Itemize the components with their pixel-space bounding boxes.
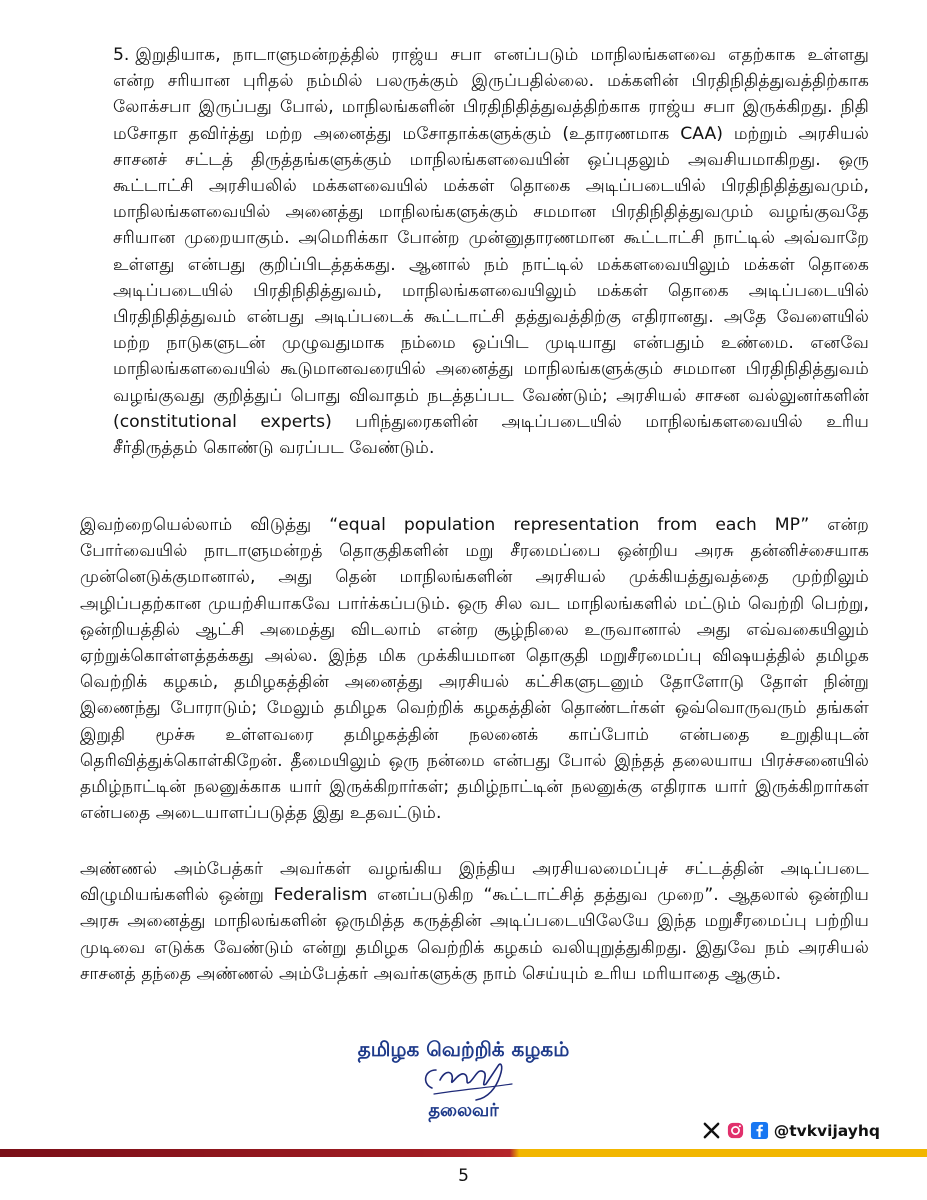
footer-color-band bbox=[0, 1149, 927, 1157]
signature-image bbox=[414, 1058, 524, 1104]
paragraph-5-text: இறுதியாக, நாடாளுமன்றத்தில் ராஜ்ய சபா எனப்படும் மாநிலங்களவை எதற்காக உள்ளது என்ற சரியான புரிதல் நம்மில் பலருக்கும் இருப்பதில்லை. மக்களின் பிரதிநிதித்துவத்திற்காக லோக்சபா இருப்பது போல், மாநிலங்களின் பிரதிநிதித்துவத்திற்காக ராஜ்ய சபா இருக்கிறது. நிதி மசோதா தவிர்த்து மற்ற அனைத்து மசோதாக்களுக்கும் (உதாரணமாக CAA) மற்றும் அரசியல் சாசனச் சட்டத் திருத்தங்களுக்கும் மாநிலங்களவையின் ஒப்புதலும் அவசியமாகிறது. ஒரு கூட்டாட்சி அரசியலில் மக்களவையில் மக்கள் தொகை அடிப்படையில் பிரதிநிதித்துவமும், மாநிலங்களவையில் அனைத்து மாநிலங்களுக்கும் சமமான பிரதிநிதித்துவமும் வழங்குவதே சரியான முறையாகும். அமெரிக்கா போன்ற முன்னுதாரணமான கூட்டாட்சி நாட்டில் அவ்வாறே உள்ளது என்பது குறிப்பிடத்தக்கது. ஆனால் நம் நாட்டில் மக்களவையிலும் மக்கள் தொகை அடிப்படையில் பிரதிநிதித்துவம், மாநிலங்களவையிலும் மக்கள் தொகை அடிப்படையில் பிரதிநிதித்துவம் என்பது அடிப்படைக் கூட்டாட்சி தத்துவத்திற்கு எதிரானது. அதே வேளையில் மற்ற நாடுகளுடன் முழுவதுமாக நம்மை ஒப்பிட முடியாது என்பதும் உண்மை. எனவே மாநிலங்களவையில் கூடுமானவரையில் அனைத்து மாநிலங்களுக்கும் சமமான பிரதிநிதித்துவம் வழங்குவது குறித்துப் பொது விவாதம் நடத்தப்பட வேண்டும்; அரசியல் சாசன வல்லுனர்களின் (constitutional experts) பரிந்துரைகளின் அடிப்படையில் மாநிலங்களவையில் உரிய சீர்திருத்தம் கொண்டு வரப்பட வேண்டும். bbox=[113, 45, 870, 459]
social-handle[interactable]: @tvkvijayhq bbox=[773, 1121, 880, 1140]
facebook-icon[interactable] bbox=[750, 1121, 769, 1140]
paragraph-body-2: இவற்றையெல்லாம் விடுத்து “equal population representation from each MP” என்ற போர்வையில் நாடாளுமன்றத் தொகுதிகளின் மறு சீரமைப்பை ஒன்றிய அரசு தன்னிச்சையாக முன்னெடுக்குமானால், அது தென் மாநிலங்களின் அரசியல் முக்கியத்துவத்தை முற்றிலும் அழிப்பதற்கான முயற்சியாகவே பார்க்கப்படும். ஒரு சில வட மாநிலங்களில் மட்டும் வெற்றி பெற்று, ஒன்றியத்தில் ஆட்சி அமைத்து விடலாம் என்ற சூழ்நிலை உருவானால் அது எவ்வகையிலும் ஏற்றுக்கொள்ளத்தக்கது அல்ல. இந்த மிக முக்கியமான தொகுதி மறுசீரமைப்பு விஷயத்தில் தமிழக வெற்றிக் கழகம், தமிழகத்தின் அனைத்து அரசியல் கட்சிகளுடனும் தோளோடு தோள் நின்று இணைந்து போராடும்; மேலும் தமிழக வெற்றிக் கழகத்தின் தொண்டர்கள் ஒவ்வொருவரும் தங்கள் இறுதி மூச்சு உள்ளவரை தமிழகத்தின் நலனைக் காப்போம் என்பதை உறுதியுடன் தெரிவித்துக்கொள்கிறேன். தீமையிலும் ஒரு நன்மை என்பது போல் இந்தத் தலையாய பிரச்சனையில் தமிழ்நாட்டின் நலனுக்காக யார் இருக்கிறார்கள்; தமிழ்நாட்டின் நலனுக்கு எதிராக யார் இருக்கிறார்கள் என்பதை அடையாளப்படுத்த இது உதவட்டும். bbox=[80, 515, 869, 824]
page-number: 5 bbox=[458, 1166, 469, 1186]
instagram-icon[interactable] bbox=[726, 1121, 745, 1140]
paragraph-body-3: அண்ணல் அம்பேத்கர் அவர்கள் வழங்கிய இந்திய அரசியலமைப்புச் சட்டத்தின் அடிப்படை விழுமியங்களில் ஒன்று Federalism எனப்படுகிற “கூட்டாட்சித் தத்துவ முறை”. ஆதலால் ஒன்றிய அரசு அனைத்து மாநிலங்களின் ஒருமித்த கருத்தின் அடிப்படையிலேயே இந்த மறுசீரமைப்பு பற்றிய முடிவை எடுக்க வேண்டும் என்று தமிழக வெற்றிக் கழகம் வலியுறுத்துகிறது. இதுவே நம் அரசியல் சாசனத் தந்தை அண்ணல் அம்பேத்கர் அவர்களுக்கு நாம் செய்யும் உரிய மரியாதை ஆகும். bbox=[80, 859, 869, 984]
x-icon[interactable] bbox=[702, 1121, 721, 1140]
social-links bbox=[702, 1121, 880, 1140]
paragraph-5 bbox=[113, 42, 869, 461]
organization-name: தமிழக வெற்றிக் கழகம் bbox=[357, 1037, 570, 1061]
paragraph-number: 5. bbox=[113, 45, 130, 65]
designation-title: தலைவர் bbox=[428, 1100, 499, 1121]
